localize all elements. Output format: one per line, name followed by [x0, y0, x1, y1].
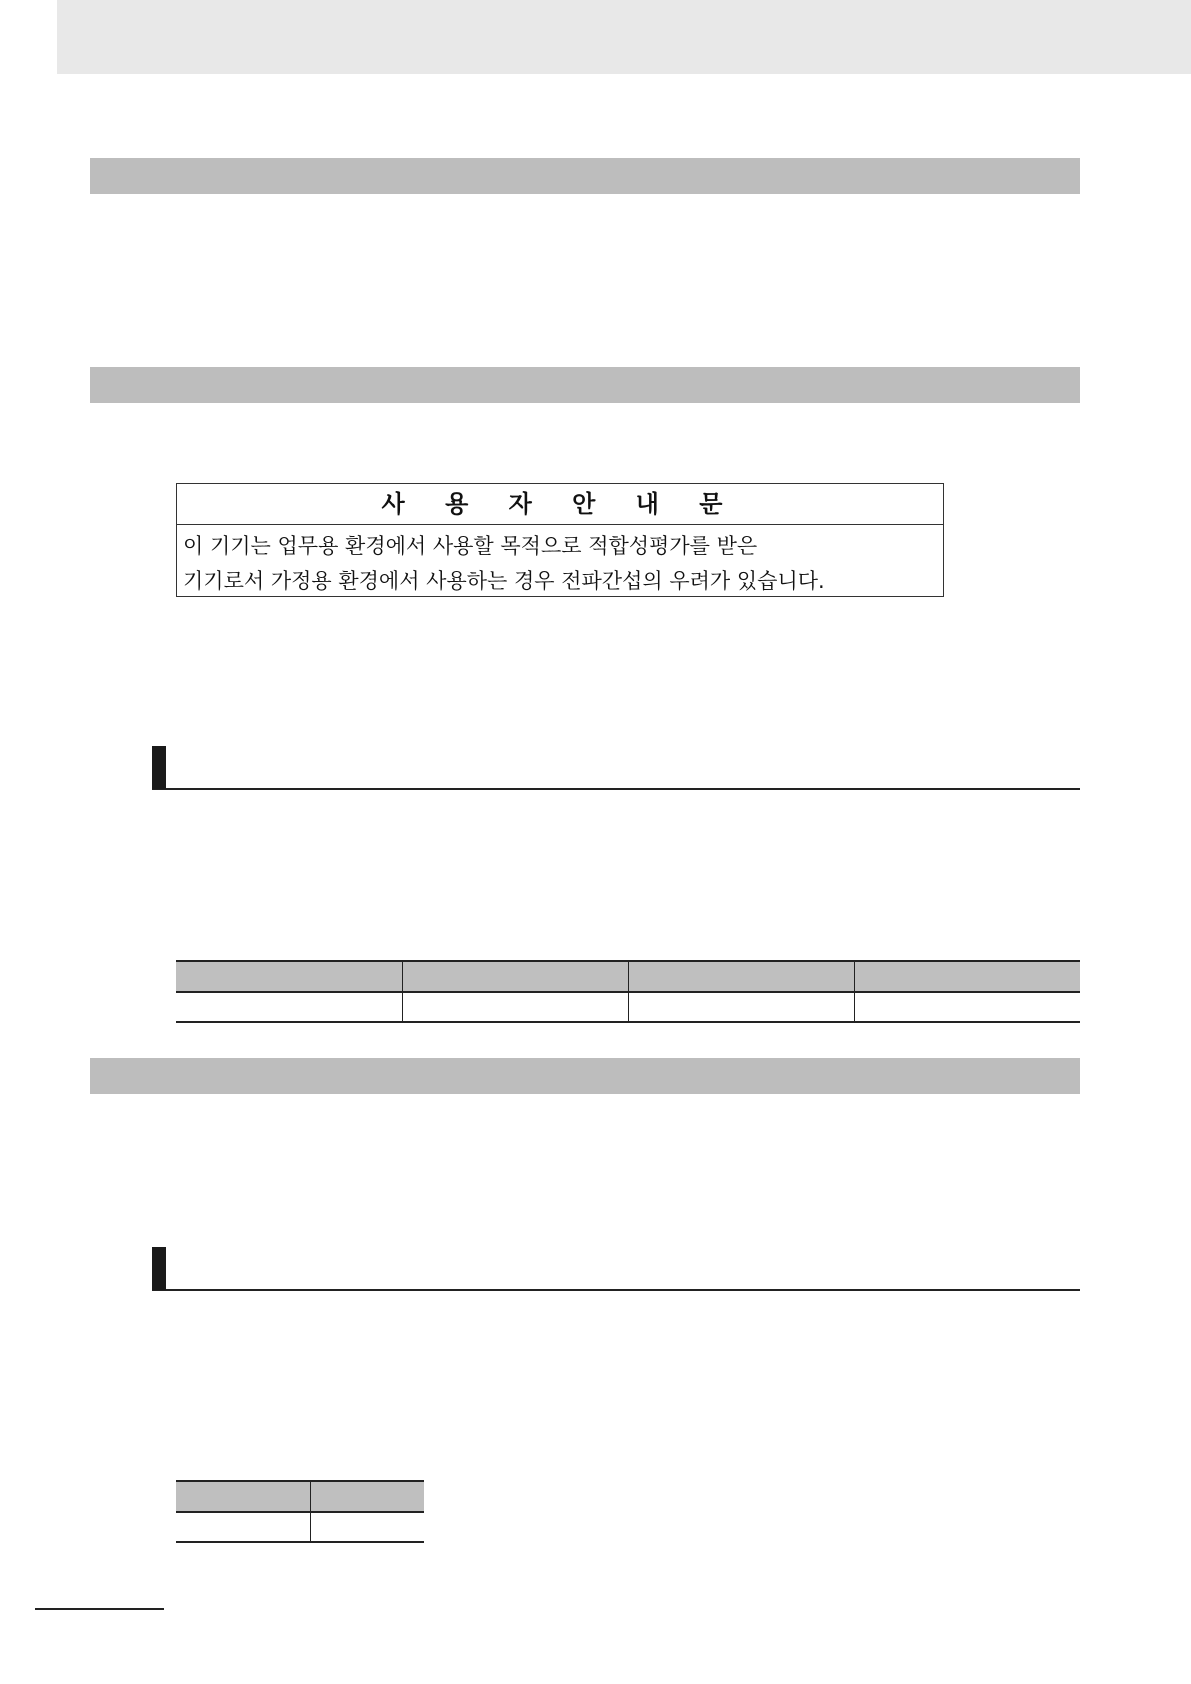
subsection-heading-1 [152, 746, 1080, 790]
table-row [176, 992, 1080, 1022]
table-header-cell [854, 961, 1080, 992]
subsection-heading-2 [152, 1247, 1080, 1291]
korean-user-notice-box [176, 483, 944, 597]
heading-marker [152, 1247, 166, 1290]
table-cell [176, 992, 402, 1022]
table-header-cell [176, 961, 402, 992]
table-row [176, 1512, 424, 1542]
table-header-cell [402, 961, 628, 992]
table-cell [176, 1512, 310, 1542]
section-heading-bar-2 [90, 367, 1080, 403]
notice-body [177, 525, 943, 599]
heading-marker [152, 746, 166, 789]
section-heading-bar-3 [90, 1058, 1080, 1094]
table-header-cell [628, 961, 854, 992]
section-heading-bar-1 [90, 158, 1080, 194]
notice-line-1: 이 기기는 업무용 환경에서 사용할 목적으로 적합성평가를 받은 [183, 534, 758, 558]
table-cell [628, 992, 854, 1022]
footer-rule [35, 1608, 164, 1610]
table-header-cell [176, 1481, 310, 1512]
table-cell [854, 992, 1080, 1022]
notice-title: 사 용 자 안 내 문 [177, 484, 943, 525]
table-cell [402, 992, 628, 1022]
page-header-band [57, 0, 1191, 74]
table-header-row [176, 961, 1080, 992]
table-cell [310, 1512, 424, 1542]
spec-table-1 [176, 960, 1080, 1023]
spec-table-2 [176, 1480, 424, 1543]
notice-line-2: 기기로서 가정용 환경에서 사용하는 경우 전파간섭의 우려가 있습니다. [183, 569, 825, 593]
table-header-cell [310, 1481, 424, 1512]
table-header-row [176, 1481, 424, 1512]
